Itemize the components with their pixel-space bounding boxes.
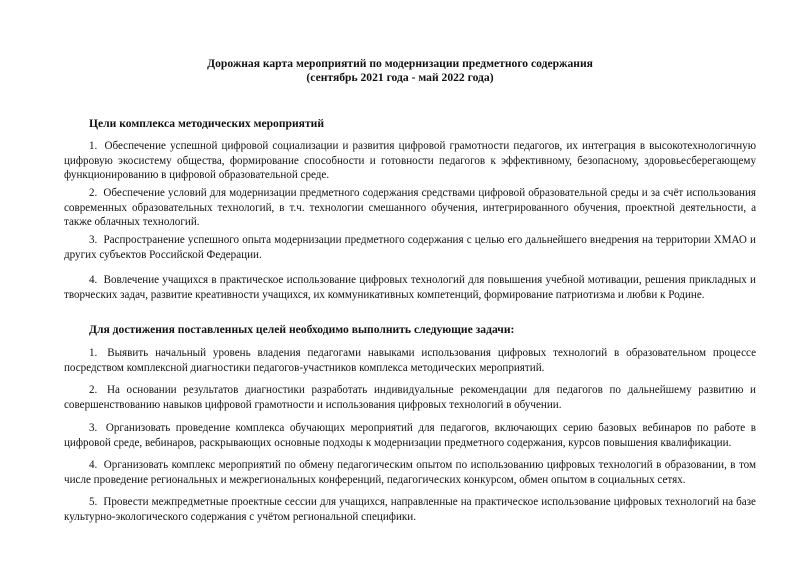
task-item-text: Организовать проведение комплекса обучающих мероприятий для педагогов, включающих серию базовых вебинаров по работе в цифровой среде, вебинаров, раскрывающих основные подходы к модернизации предметного содержания, курсов повышения квалификации.	[64, 422, 756, 449]
task-item-number: 3.	[89, 422, 98, 434]
document-title-line-2: (сентябрь 2021 года - май 2022 года)	[306, 71, 494, 84]
goal-item-3	[64, 233, 756, 262]
task-item-text: Организовать комплекс мероприятий по обмену педагогическим опытом по использованию цифровых технологий в образовании, в том числе проведение региональных и межрегиональных конференций, педагогических конкурсом, обмен опытом в социальных сетях.	[64, 459, 757, 486]
task-item-2	[64, 383, 756, 412]
goal-item-text: Вовлечение учащихся в практическое использование цифровых технологий для повышения учебной мотивации, решения прикладных и творческих задач, развитие креативности учащихся, их коммуникативных компетенций, формирование патриотизма и любви к Родине.	[64, 274, 756, 301]
task-item-4	[64, 458, 756, 487]
task-item-3	[64, 421, 756, 450]
goal-item-number: 1.	[89, 140, 98, 152]
document-title	[0, 57, 800, 85]
task-item-1	[64, 346, 756, 375]
document-title-line-1: Дорожная карта мероприятий по модернизации предметного содержания	[207, 57, 593, 70]
task-item-text: Провести межпредметные проектные сессии для учащихся, направленные на практическое использование цифровых технологий на базе культурно-экологического содержания с учётом региональной специфики.	[64, 496, 756, 523]
task-item-number: 5.	[89, 496, 98, 508]
task-item-number: 1.	[89, 347, 98, 359]
task-item-5	[64, 495, 756, 524]
goal-item-text: Распространение успешного опыта модернизации предметного содержания с целью его дальнейшего внедрения на территории ХМАО и других субъектов Российской Федерации.	[64, 234, 756, 261]
task-item-number: 2.	[89, 384, 98, 396]
goal-item-4	[64, 273, 756, 302]
goals-heading: Цели комплекса методических мероприятий	[89, 117, 324, 130]
goal-item-2	[64, 186, 756, 230]
goal-item-number: 3.	[89, 234, 98, 246]
tasks-heading: Для достижения поставленных целей необходимо выполнить следующие задачи:	[89, 323, 515, 336]
task-item-text: Выявить начальный уровень владения педагогами навыками использования цифровых технологий в образовательном процессе посредством комплексной диагностики педагогов-участников комплекса методических мероприятий.	[64, 347, 757, 374]
goal-item-number: 4.	[89, 274, 98, 286]
task-item-text: На основании результатов диагностики разработать индивидуальные рекомендации для педагогов по дальнейшему развитию и совершенствованию навыков цифровой грамотности и использования цифровых технологий в обучении.	[64, 384, 756, 411]
goal-item-text: Обеспечение успешной цифровой социализации и развития цифровой грамотности педагогов, их интеграция в высокотехнологичную цифровую экосистему общества, формирование способности и готовности педагогов к эффективному, безопасному, здоровьесберегающему функционированию в цифровой образовательной среде.	[64, 140, 756, 182]
goal-item-number: 2.	[89, 187, 98, 199]
goal-item-text: Обеспечение условий для модернизации предметного содержания средствами цифровой образовательной среды и за счёт использования современных образовательных технологий, в т.ч. технологии смешанного обучения, интегрированного обучения, проектной деятельности, а также облачных технологий.	[64, 187, 756, 229]
task-item-number: 4.	[89, 459, 98, 471]
goal-item-1	[64, 139, 756, 183]
